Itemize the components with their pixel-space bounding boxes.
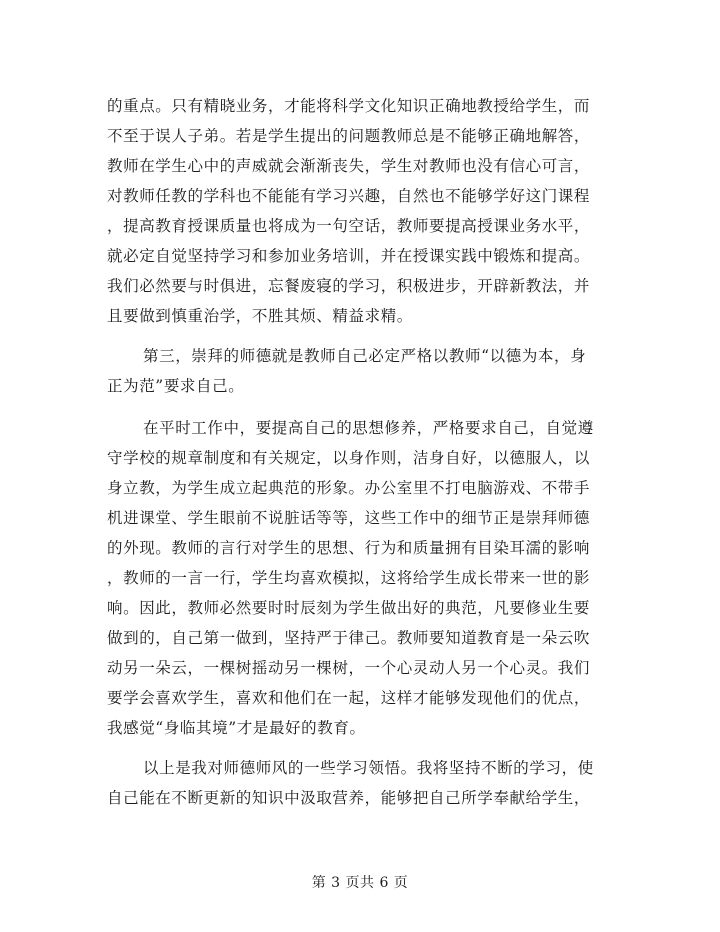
text-line: 机进课堂、学生眼前不说脏话等等，这些工作中的细节正是崇拜师德 xyxy=(107,509,591,527)
text-line: 要学会喜欢学生，喜欢和他们在一起，这样才能够发现他们的优点， xyxy=(107,689,591,707)
text-line: 身立教，为学生成立起典范的形象。办公室里不打电脑游戏、不带手 xyxy=(107,479,591,497)
text-line: ，提高教育授课质量也将成为一句空话，教师要提高授课业务水平， xyxy=(107,217,591,235)
text-line: ，教师的一言一行，学生均喜欢模拟，这将给学生成长带来一世的影 xyxy=(107,569,591,587)
paragraph-first-line: 第三，崇拜的师德就是教师自己必定严格以教师“以德为本，身 xyxy=(143,347,587,365)
text-line: 正为范”要求自己。 xyxy=(107,377,245,395)
text-line: 响。因此，教师必然要时时辰刻为学生做出好的典范，凡要修业生要 xyxy=(107,599,591,617)
text-line: 做到的，自己第一做到，坚持严于律己。教师要知道教育是一朵云吹 xyxy=(107,629,591,647)
text-line: 守学校的规章制度和有关规定，以身作则，洁身自好，以德服人，以 xyxy=(107,449,591,467)
text-line: 的重点。只有精晓业务，才能将科学文化知识正确地教授给学生，而 xyxy=(107,97,591,115)
text-line: 教师在学生心中的声威就会渐渐丧失，学生对教师也没有信心可言， xyxy=(107,157,591,175)
text-line: 且要做到慎重治学，不胜其烦、精益求精。 xyxy=(107,307,413,325)
text-line: 动另一朵云，一棵树摇动另一棵树，一个心灵动人另一个心灵。我们 xyxy=(107,659,591,677)
text-line: 就必定自觉坚持学习和参加业务培训，并在授课实践中锻炼和提高。 xyxy=(107,247,591,265)
text-line: 我感觉“身临其境”才是最好的教育。 xyxy=(107,719,366,737)
text-line: 的外现。教师的言行对学生的思想、行为和质量拥有目染耳濡的影响 xyxy=(107,539,591,557)
text-line: 对教师任教的学科也不能能有学习兴趣，自然也不能够学好这门课程 xyxy=(107,187,591,205)
paragraph-first-line: 以上是我对师德师风的一些学习领悟。我将坚持不断的学习，使 xyxy=(143,759,594,777)
text-line: 我们必然要与时俱进，忘餐废寝的学习，积极进步，开辟新教法，并 xyxy=(107,277,591,295)
page-footer: 第 3 页共 6 页 xyxy=(311,875,409,891)
text-line: 不至于误人子弟。若是学生提出的问题教师总是不能够正确地解答， xyxy=(107,127,591,145)
paragraph-first-line: 在平时工作中，要提高自己的思想修养，严格要求自己，自觉遵 xyxy=(143,419,594,437)
text-line: 自己能在不断更新的知识中汲取营养，能够把自己所学奉献给学生， xyxy=(107,789,591,807)
